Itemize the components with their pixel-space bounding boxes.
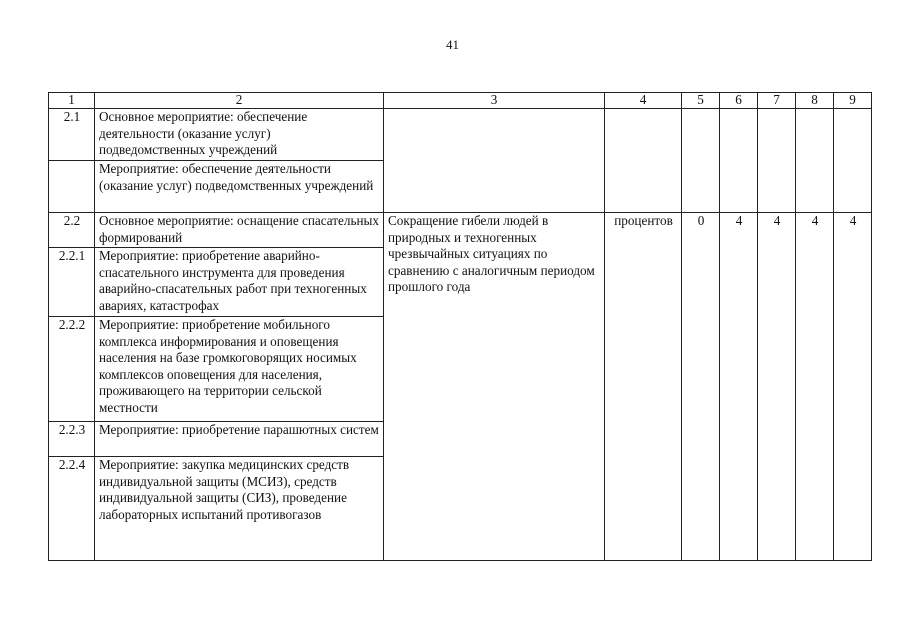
program-table (48, 92, 872, 561)
header-cell: 5 (682, 93, 720, 109)
activity-cell: Мероприятие: закупка медицинских средств индивидуальной защиты (МСИЗ), средств индивидуальной защиты (СИЗ), проведение лабораторных испытаний противогазов (95, 457, 384, 561)
empty-cell (384, 109, 605, 213)
activity-cell: Основное мероприятие: обеспечение деятельности (оказание услуг) подведомственных учреждений (95, 109, 384, 161)
row-number (49, 161, 95, 213)
indicator-unit: процентов (605, 213, 682, 561)
header-cell: 7 (758, 93, 796, 109)
header-cell: 2 (95, 93, 384, 109)
empty-cell (796, 109, 834, 213)
activity-cell: Мероприятие: приобретение мобильного комплекса информирования и оповещения населения на базе громкоговорящих носимых комплексов оповещения для населения, проживающего на территории сельской местности (95, 317, 384, 422)
empty-cell (834, 109, 872, 213)
empty-cell (720, 109, 758, 213)
header-cell: 4 (605, 93, 682, 109)
row-number: 2.2.3 (49, 422, 95, 457)
page-number: 41 (446, 37, 459, 52)
header-cell: 3 (384, 93, 605, 109)
header-cell: 1 (49, 93, 95, 109)
indicator-value: 4 (796, 213, 834, 561)
row-number: 2.2.2 (49, 317, 95, 422)
row-number: 2.2 (49, 213, 95, 248)
row-number: 2.2.1 (49, 248, 95, 317)
empty-cell (682, 109, 720, 213)
activity-cell: Мероприятие: обеспечение деятельности (оказание услуг) подведомственных учреждений (95, 161, 384, 213)
row-number: 2.2.4 (49, 457, 95, 561)
indicator-name: Сокращение гибели людей в природных и техногенных чрезвычайных ситуациях по сравнению с аналогичным периодом прошлого года (384, 213, 605, 561)
activity-cell: Мероприятие: приобретение парашютных систем (95, 422, 384, 457)
indicator-value: 4 (834, 213, 872, 561)
header-cell: 6 (720, 93, 758, 109)
indicator-value: 4 (720, 213, 758, 561)
header-cell: 8 (796, 93, 834, 109)
indicator-value: 0 (682, 213, 720, 561)
empty-cell (605, 109, 682, 213)
header-cell: 9 (834, 93, 872, 109)
row-number: 2.1 (49, 109, 95, 161)
table-row (49, 213, 872, 248)
activity-cell: Основное мероприятие: оснащение спасательных формирований (95, 213, 384, 248)
empty-cell (758, 109, 796, 213)
indicator-value: 4 (758, 213, 796, 561)
activity-cell: Мероприятие: приобретение аварийно-спасательного инструмента для проведения аварийно-спасательных работ при техногенных авариях, катастрофах (95, 248, 384, 317)
table-row (49, 109, 872, 161)
header-row (49, 93, 872, 109)
